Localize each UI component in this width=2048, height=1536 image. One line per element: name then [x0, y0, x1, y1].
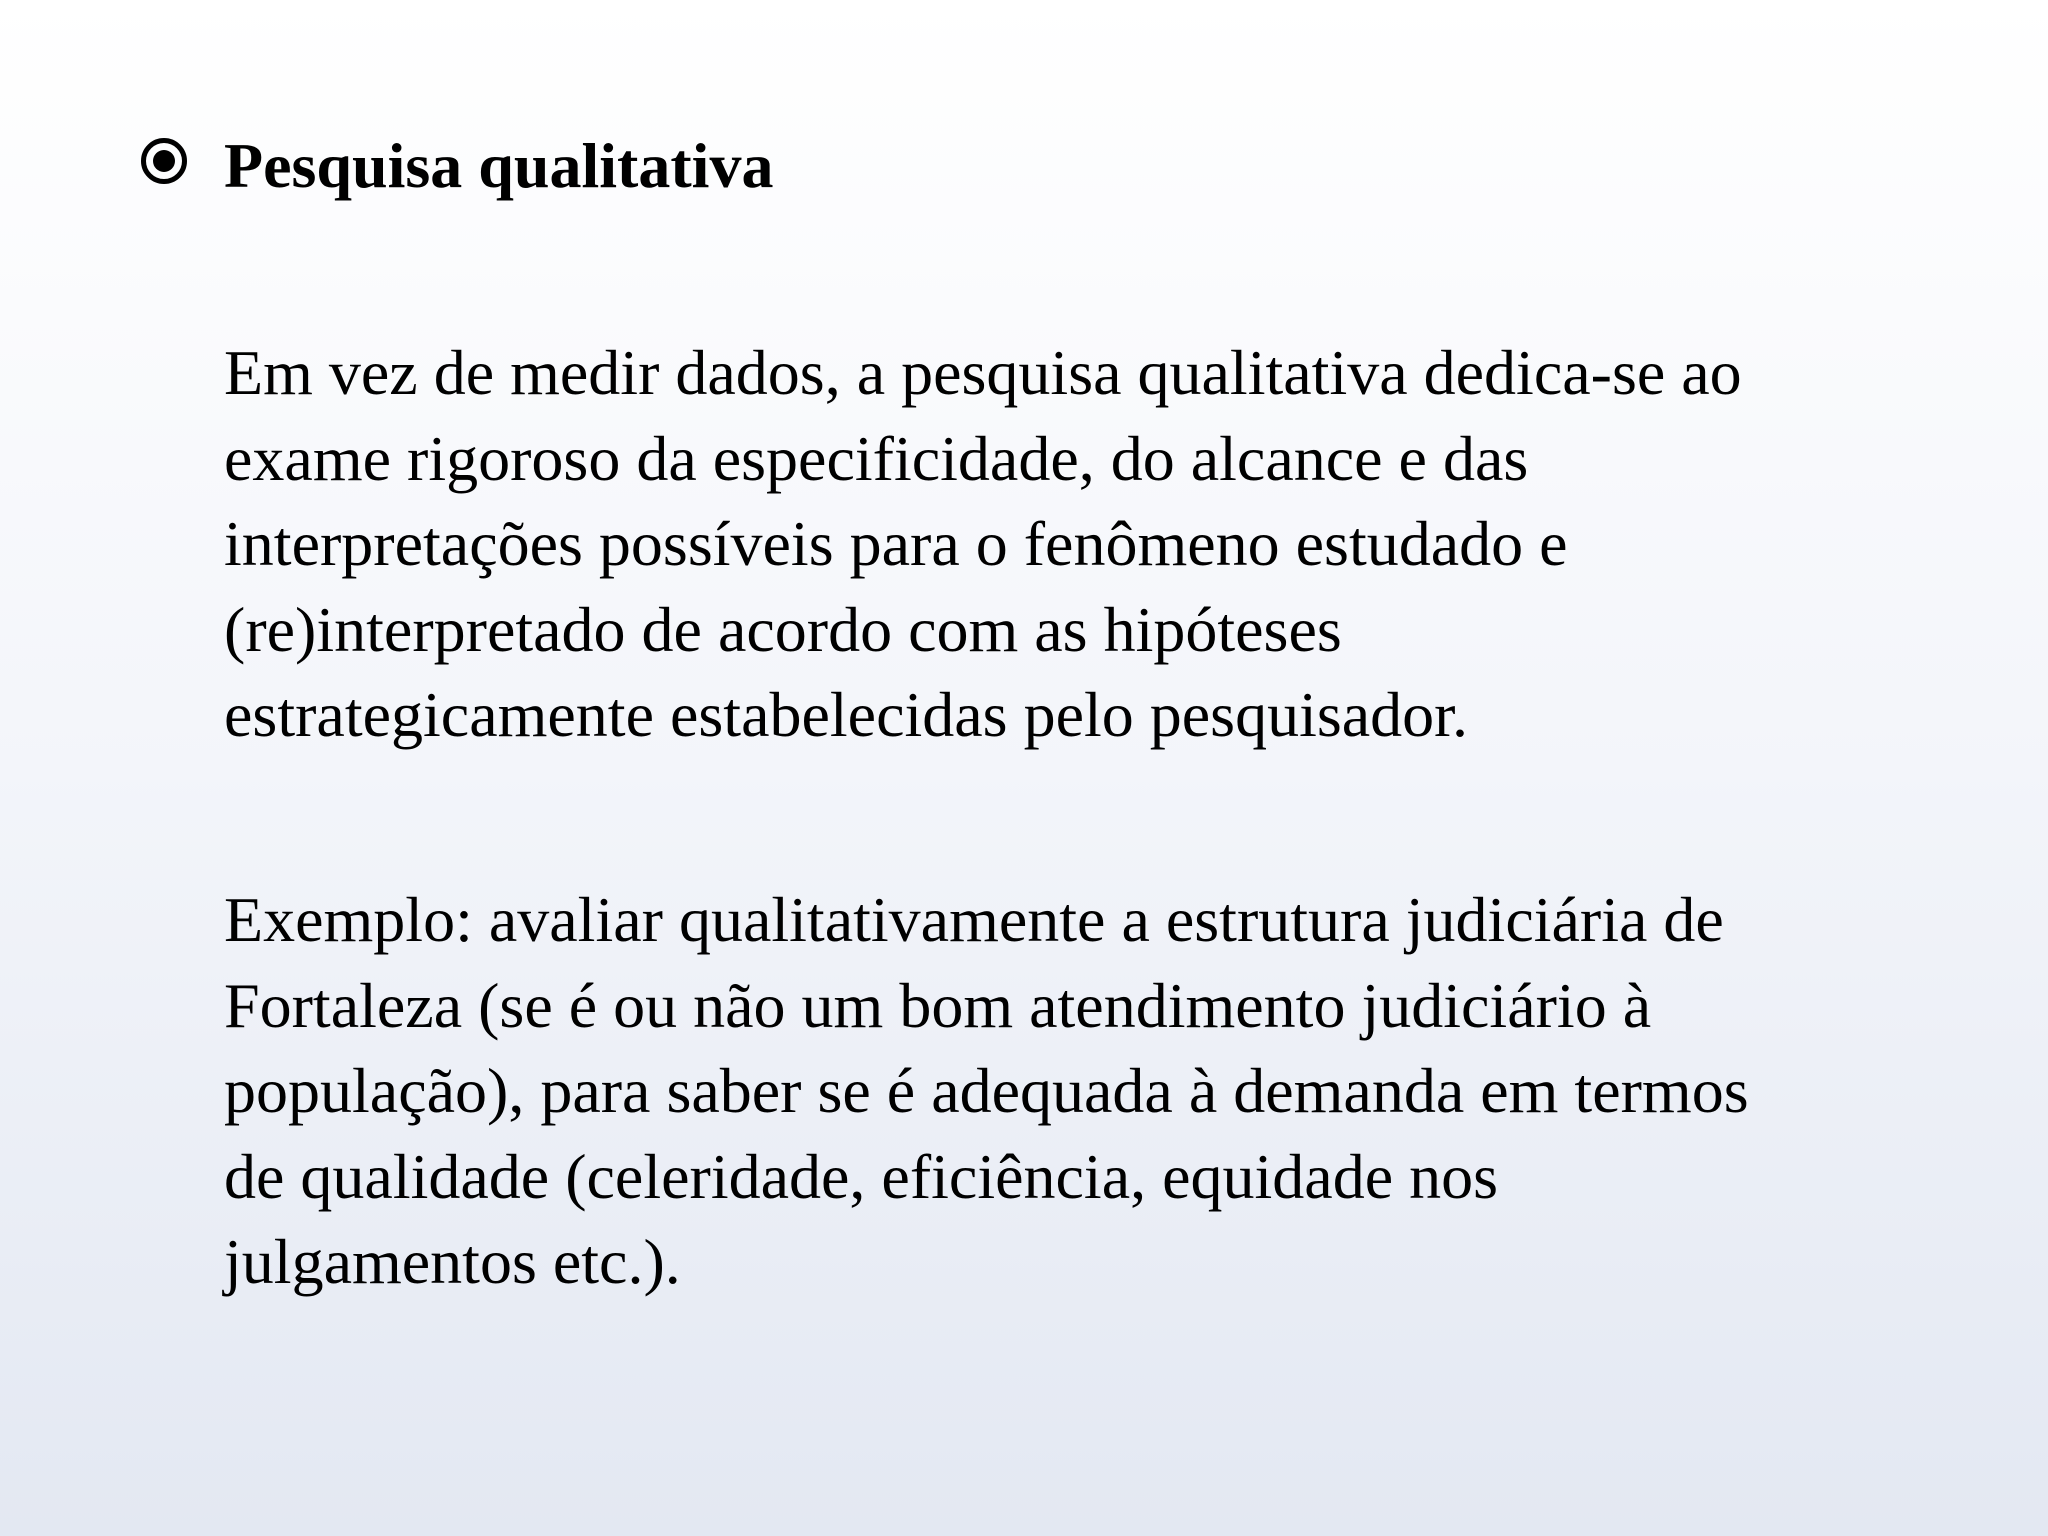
- paragraph-line: interpretações possíveis para o fenômeno estudado e: [224, 508, 1568, 579]
- definition-paragraph: [224, 330, 1964, 758]
- paragraph-line: Em vez de medir dados, a pesquisa qualitativa dedica-se ao: [224, 337, 1742, 408]
- paragraph-line: de qualidade (celeridade, eficiência, equidade nos: [224, 1140, 1498, 1212]
- paragraph-line: exame rigoroso da especificidade, do alcance e das: [224, 422, 1529, 494]
- radio-bullet-icon: [141, 138, 187, 184]
- paragraph-line: Exemplo: avaliar qualitativamente a estrutura judiciária de: [224, 884, 1724, 955]
- paragraph-line: (re)interpretado de acordo com as hipóteses: [224, 593, 1342, 665]
- paragraph-line: população), para saber se é adequada à demanda em termos: [224, 1055, 1749, 1126]
- paragraph-line: Fortaleza (se é ou não um bom atendimento judiciário à: [224, 969, 1652, 1041]
- example-paragraph: [224, 877, 1964, 1305]
- paragraph-line: estrategicamente estabelecidas pelo pesquisador.: [224, 679, 1468, 750]
- paragraph-line: julgamentos etc.).: [224, 1226, 681, 1297]
- slide-heading: Pesquisa qualitativa: [224, 130, 774, 201]
